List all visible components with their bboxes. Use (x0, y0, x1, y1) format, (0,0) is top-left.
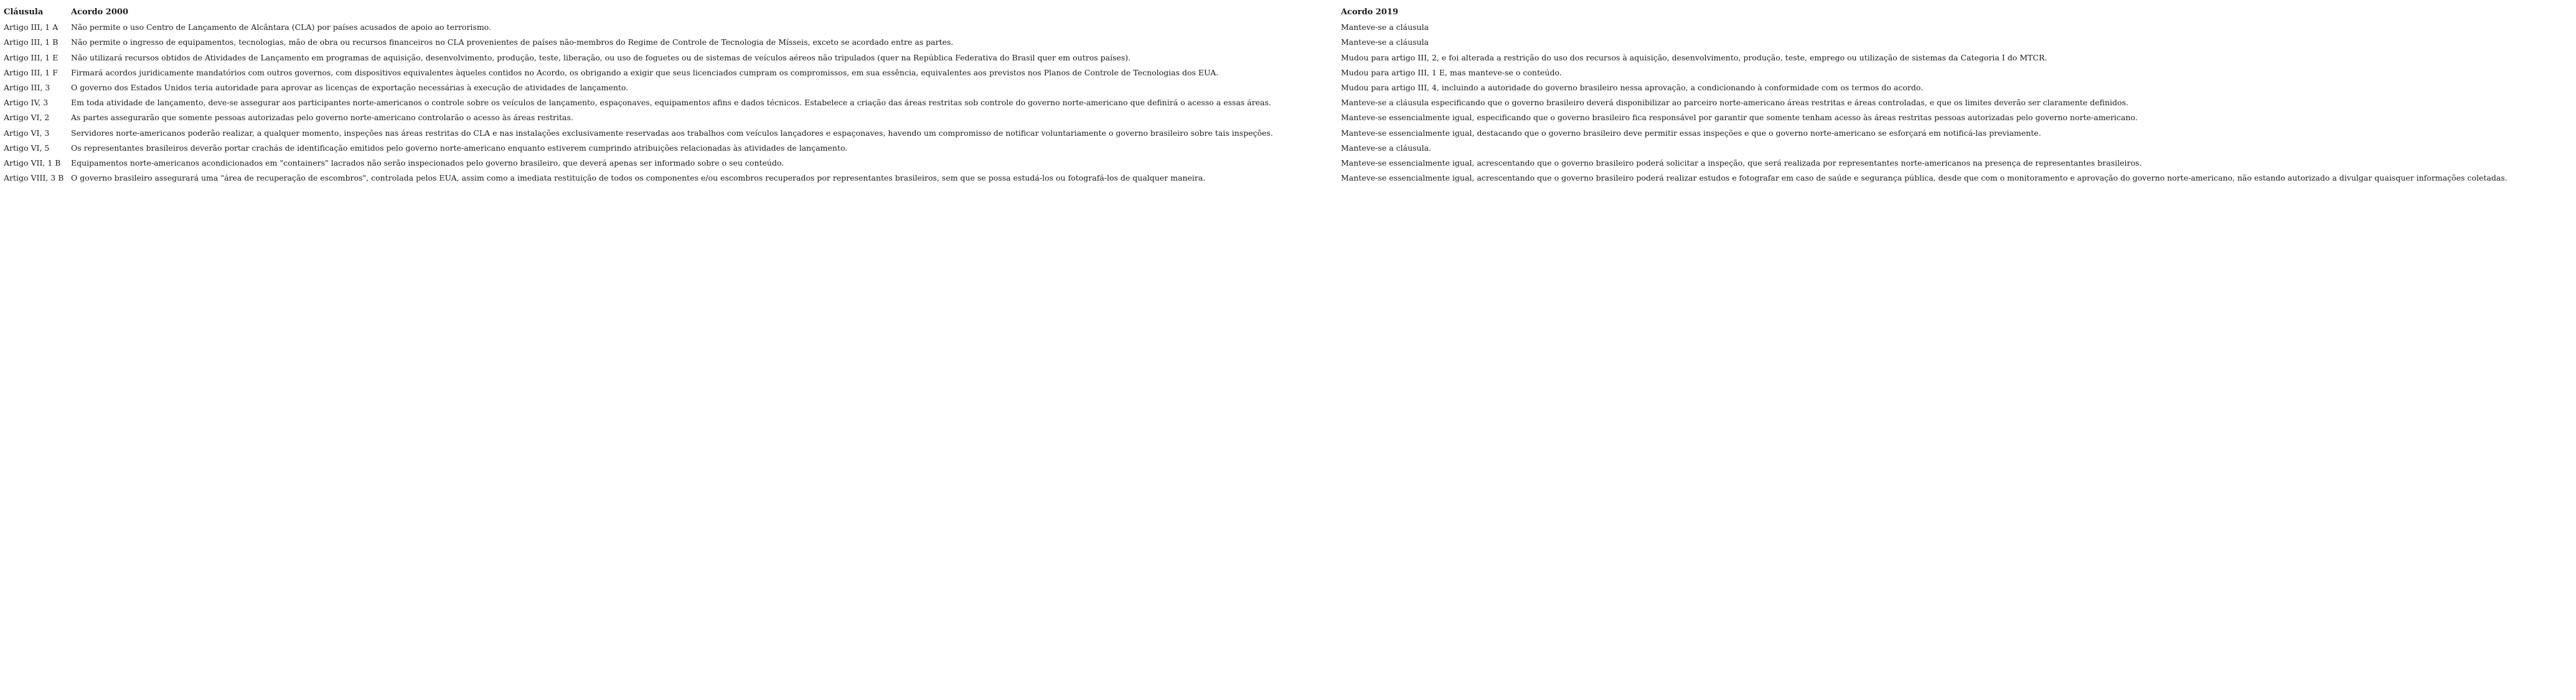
table-row (4, 80, 2574, 95)
agreement-2000-cell: As partes assegurarão que somente pessoas autorizadas pelo governo norte-americano controlarão o acesso às áreas restritas. (71, 113, 573, 123)
agreement-2019-cell: Manteve-se essencialmente igual, especificando que o governo brasileiro fica responsável por garantir que somente tenham acesso às áreas restritas pessoas autorizadas pelo governo norte-americano. (1341, 113, 2138, 123)
agreement-2000-cell: O governo dos Estados Unidos teria autoridade para aprovar as licenças de exportação necessárias à execução de atividades de lançamento. (71, 83, 629, 93)
table-row (4, 156, 2574, 171)
agreement-2000-cell: Os representantes brasileiros deverão portar crachás de identificação emitidos pelo governo norte-americano enquanto estiverem cumprindo atribuições relacionadas às atividades de lançamento. (71, 143, 848, 153)
clause-cell: Artigo III, 1 E (4, 52, 59, 62)
agreement-2019-cell: Mudou para artigo III, 4, incluindo a autoridade do governo brasileiro nessa aprovação, a condicionando à conformidade com os termos do acordo. (1341, 83, 1924, 93)
table-header-row (4, 5, 2574, 20)
table-row (4, 65, 2574, 80)
clause-cell: Artigo VIII, 3 B (4, 173, 64, 183)
agreement-2000-cell: Não permite o ingresso de equipamentos, tecnologias, mão de obra ou recursos financeiros no CLA provenientes de países não-membros do Regime de Controle de Tecnologia de Mísseis, exceto se acordado entre as partes. (71, 37, 954, 47)
clause-cell: Artigo VI, 3 (4, 128, 50, 138)
agreement-2019-cell: Mudou para artigo III, 1 E, mas manteve-se o conteúdo. (1341, 67, 1562, 77)
clause-cell: Artigo III, 3 (4, 83, 50, 93)
table-row (4, 171, 2574, 186)
column-header-agreement-2019: Acordo 2019 (1341, 7, 1398, 17)
agreement-2019-cell: Manteve-se a cláusula (1341, 22, 1429, 32)
clause-cell: Artigo III, 1 F (4, 67, 58, 77)
agreement-2019-cell: Manteve-se essencialmente igual, acrescentando que o governo brasileiro poderá solicitar a inspeção, que será realizada por representantes norte-americanos na presença de representantes brasileiros. (1341, 158, 2142, 168)
table-body (4, 20, 2574, 186)
agreement-2019-cell: Manteve-se essencialmente igual, destacando que o governo brasileiro deve permitir essas inspeções e que o governo norte-americano se esforçará em notificá-las previamente. (1341, 128, 2041, 138)
agreement-2000-cell: Servidores norte-americanos poderão realizar, a qualquer momento, inspeções nas áreas restritas do CLA e nas instalações exclusivamente reservadas aos trabalhos com veículos lançadores e espaçonaves, havendo um compromisso de notificar voluntariamente o governo brasileiro sobre tais inspeções. (71, 128, 1273, 138)
clause-cell: Artigo IV, 3 (4, 98, 49, 108)
table-row (4, 126, 2574, 141)
clause-cell: Artigo VI, 2 (4, 113, 50, 123)
agreement-2000-cell: O governo brasileiro assegurará uma "área de recuperação de escombros", controlada pelos EUA, assim como a imediata restituição de todos os componentes e/ou escombros recuperados por representantes brasileiros, sem que se possa estudá-los ou fotografá-los de qualquer maneira. (71, 173, 1206, 183)
table-row (4, 141, 2574, 156)
clause-cell: Artigo VII, 1 B (4, 158, 61, 168)
column-header-agreement-2000: Acordo 2000 (71, 7, 128, 17)
agreement-2019-cell: Manteve-se a cláusula (1341, 37, 1429, 47)
agreement-2019-cell: Manteve-se a cláusula especificando que o governo brasileiro deverá disponibilizar ao parceiro norte-americano áreas restritas e áreas controladas, e que os limites deverão ser claramente definidos. (1341, 98, 2128, 108)
table-header (4, 5, 2574, 20)
clause-cell: Artigo III, 1 B (4, 37, 59, 47)
agreement-2019-cell: Manteve-se a cláusula. (1341, 143, 1432, 153)
table-row (4, 110, 2574, 125)
agreement-2019-cell: Manteve-se essencialmente igual, acrescentando que o governo brasileiro poderá realizar estudos e fotografar em caso de saúde e segurança pública, desde que com o monitoramento e aprovação do governo norte-americano, não estando autorizado a divulgar quaisquer informações coletadas. (1341, 173, 2508, 183)
agreements-comparison-table (4, 5, 2574, 186)
table-row (4, 20, 2574, 35)
clause-cell: Artigo VI, 5 (4, 143, 50, 153)
column-header-clause: Cláusula (4, 7, 44, 17)
agreement-2000-cell: Equipamentos norte-americanos acondicionados em "containers" lacrados não serão inspecionados pelo governo brasileiro, que deverá apenas ser informado sobre o seu conteúdo. (71, 158, 784, 168)
agreement-2000-cell: Em toda atividade de lançamento, deve-se assegurar aos participantes norte-americanos o controle sobre os veículos de lançamento, espaçonaves, equipamentos afins e dados técnicos. Estabelece a criação das áreas restritas sob controle do governo norte-americano que definirá o acesso a essas áreas. (71, 98, 1271, 108)
agreement-2000-cell: Não utilizará recursos obtidos de Atividades de Lançamento em programas de aquisição, desenvolvimento, produção, teste, liberação, ou uso de foguetes ou de sistemas de veículos aéreos não tripulados (quer na República Federativa do Brasil quer em outros países). (71, 52, 1131, 62)
clause-cell: Artigo III, 1 A (4, 22, 59, 32)
agreement-2019-cell: Mudou para artigo III, 2, e foi alterada a restrição do uso dos recursos à aquisição, desenvolvimento, produção, teste, emprego ou utilização de sistemas da Categoria I do MTCR. (1341, 52, 2047, 62)
table-row (4, 35, 2574, 50)
agreement-2000-cell: Firmará acordos juridicamente mandatórios com outros governos, com dispositivos equivalentes àqueles contidos no Acordo, os obrigando a exigir que seus licenciados cumpram os compromissos, em sua essência, equivalentes aos previstos nos Planos de Controle de Tecnologias dos EUA. (71, 67, 1219, 77)
table-row (4, 50, 2574, 65)
table-row (4, 95, 2574, 110)
agreement-2000-cell: Não permite o uso Centro de Lançamento de Alcântara (CLA) por países acusados de apoio ao terrorismo. (71, 22, 491, 32)
